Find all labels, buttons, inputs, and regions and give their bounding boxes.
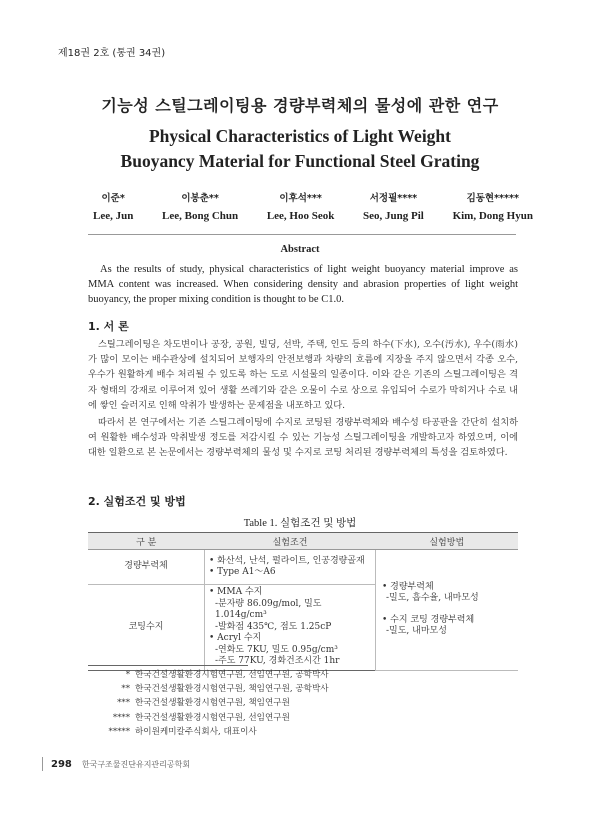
table-caption: Table 1. 실험조건 및 방법	[243, 518, 357, 529]
footnote-text: 한국건설생활환경시험연구원, 선임연구원	[135, 712, 290, 723]
footnote-mark: **	[121, 684, 130, 695]
section-heading-methods: 2. 실험조건 및 방법	[88, 495, 186, 508]
table-header-conditions: 실험조건	[205, 533, 376, 550]
footnote-text: 한국건설생활환경시험연구원, 책임연구원, 공학박사	[135, 684, 329, 695]
journal-name: 한국구조물진단유지관리공학회	[81, 759, 191, 769]
author-name-en: Lee, Jun	[93, 210, 134, 222]
footnote-mark: ***	[117, 698, 130, 709]
intro-paragraph-2: 따라서 본 연구에서는 기존 스틸그레이팅에 수지로 코팅된 경량부력체와 배수성 타공판을 간단히 설치하여 원활한 배수성과 악취발생 정도를 저감시킬 수 있는 기능성 스틸그레이팅을 개발하고자 하였으며, 이에 대한 일환으로 본 논문에서는 경량부력체의 물성 및 수지로 코팅 처리된 경량부력체의 특성을 검토하였다.	[88, 417, 518, 459]
footnote	[88, 696, 329, 710]
author-name-ko: 서정필****	[369, 193, 418, 204]
abstract-heading: Abstract	[280, 244, 320, 255]
author-name-ko: 이준*	[101, 193, 125, 204]
footnote-text: 한국건설생활환경시험연구원, 선임연구원, 공학박사	[135, 670, 329, 680]
author-name-ko: 이봉춘**	[181, 193, 219, 204]
method-line: -밀도, 흡수율, 내마모성	[386, 593, 479, 604]
footnote	[88, 668, 329, 682]
condition-line: -발화점 435℃, 점도 1.25cP	[215, 621, 332, 632]
page-number: 298	[51, 758, 72, 770]
author	[162, 190, 238, 222]
condition-line: -분자량 86.09g/mol, 밀도 1.014g/cm³	[215, 598, 322, 620]
condition-line: • Acryl 수지	[209, 633, 262, 643]
condition-line: -연화도 7KU, 밀도 0.95g/cm³	[215, 644, 338, 655]
table-row	[88, 550, 518, 585]
table-header-row	[88, 533, 518, 550]
footnote-divider	[88, 665, 248, 666]
footnote-mark: *****	[108, 726, 130, 737]
author-name-en: Seo, Jung Pil	[363, 210, 424, 222]
author	[453, 190, 533, 222]
author-list	[93, 190, 533, 222]
table-cell-conditions	[205, 585, 376, 671]
table-cell-category: 코팅수지	[88, 585, 205, 671]
footnote-text: 한국건설생활환경시험연구원, 책임연구원	[135, 698, 290, 709]
divider	[88, 234, 516, 235]
footer-bar	[42, 757, 43, 771]
intro-paragraph-1: 스틸그레이팅은 차도변이나 공장, 공원, 빌딩, 선박, 주택, 인도 등의 하수(下水), 오수(汚水), 우수(雨水)가 많이 모이는 배수관상에 설치되어 보행자의 안전보행과 차량의 흐름에 지장을 주지 않으면서 각종 오수, 우수가 원활하게 배수 처리될 수 있도록 하는 도로 시설물의 일종이다. 이와 같은 기존의 스틸그레이팅은 격자 형태의 강재로 이루어져 있어 생활 쓰레기와 같은 오물이 수로 상으로 유입되어 수로가 막히거나 수로 내에 쌓인 슬러지로 인해 악취가 발생하는 문제점을 내포하고 있다.	[88, 339, 518, 411]
table-header-methods: 실험방법	[376, 533, 519, 550]
method-line: • 경량부력체	[382, 581, 434, 592]
condition-line: • Type A1～A6	[209, 567, 276, 577]
title-english-line1: Physical Characteristics of Light Weight	[148, 126, 451, 146]
table-cell-methods	[376, 550, 519, 671]
author-name-en: Lee, Hoo Seok	[266, 210, 335, 222]
title-english-line2: Buoyancy Material for Functional Steel Grating	[120, 151, 480, 171]
section-heading-intro: 1. 서 론	[88, 320, 129, 333]
title-korean: 기능성 스틸그레이팅용 경량부력체의 물성에 관한 연구	[101, 96, 499, 115]
method-line: -밀도, 내마모성	[386, 626, 447, 637]
table-header-category: 구 분	[88, 533, 205, 550]
page-footer	[42, 757, 190, 771]
footnotes	[88, 668, 329, 739]
footnote-text: 하이원케미칼주식회사, 대표이사	[135, 726, 257, 737]
footnote	[88, 725, 329, 739]
condition-line: -주도 77KU, 경화건조시간 1hr	[215, 656, 340, 666]
author	[93, 190, 133, 222]
footnote	[88, 711, 329, 725]
author-name-ko: 김동현*****	[466, 193, 519, 204]
author-name-ko: 이후석***	[279, 193, 322, 204]
author-name-en: Lee, Bong Chun	[162, 210, 239, 222]
table-cell-category: 경량부력체	[88, 550, 205, 585]
footnote-mark: ****	[112, 712, 130, 723]
author	[363, 190, 424, 222]
footnote-mark: *	[125, 670, 130, 680]
condition-line: • MMA 수지	[209, 587, 263, 597]
author	[267, 190, 335, 222]
issue-info: 제18권 2호 (통권 34권)	[58, 48, 166, 59]
method-line: • 수지 코팅 경량부력체	[382, 614, 475, 625]
condition-line: • 화산석, 난석, 펄라이트, 인공경량골재	[209, 555, 365, 566]
footnote	[88, 682, 329, 696]
experiment-table	[88, 532, 518, 671]
abstract-text: As the results of study, physical characteristics of light weight buoyancy material improve as MMA content was increased. When considering density and abrasion properties of light weight buoyancy, the proper mixing condition is thought to be C1.0.	[88, 264, 518, 305]
table-cell-conditions	[205, 550, 376, 585]
author-name-en: Kim, Dong Hyun	[452, 210, 533, 222]
